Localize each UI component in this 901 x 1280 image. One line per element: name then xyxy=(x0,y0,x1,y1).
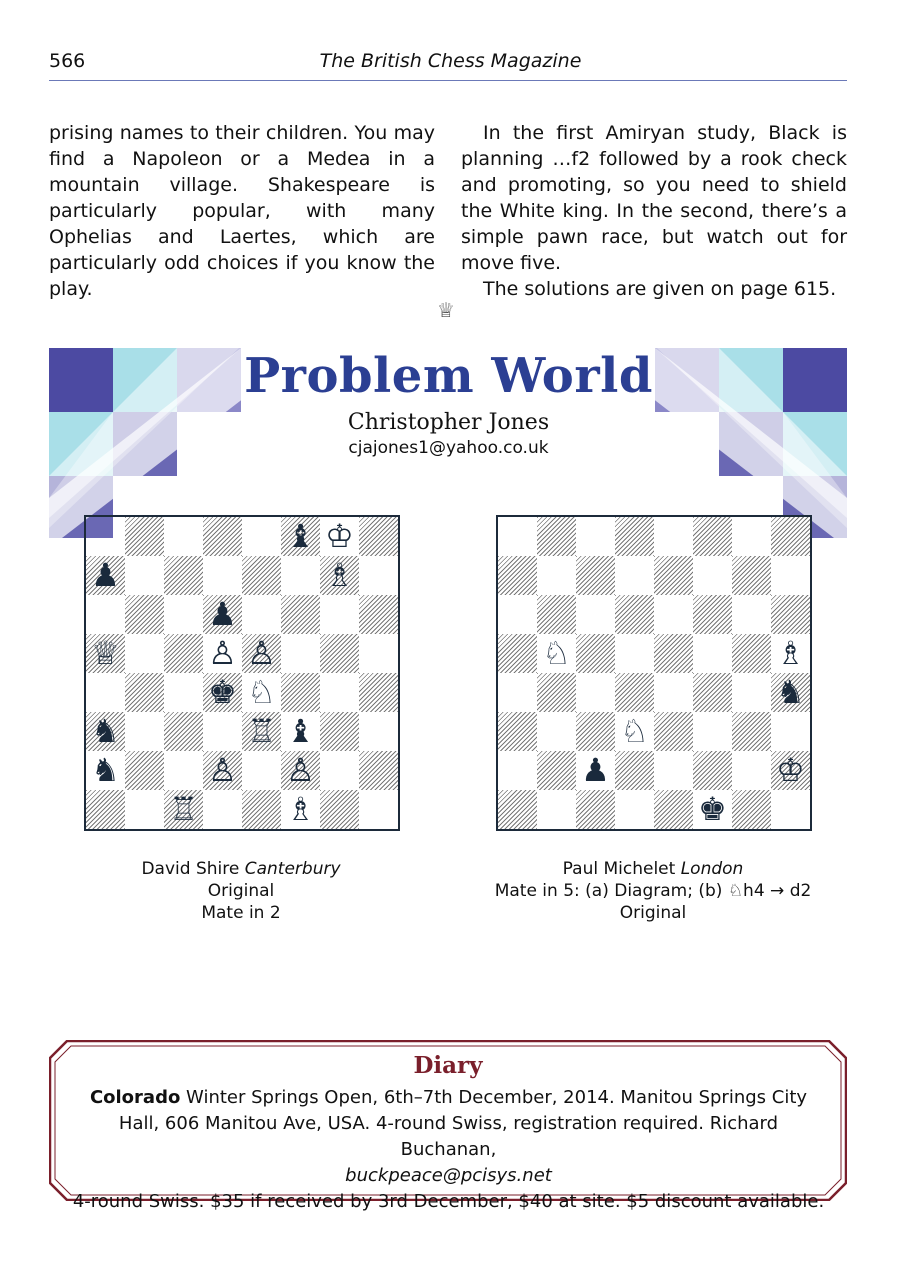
diary-title: Diary xyxy=(413,1052,483,1079)
board-square xyxy=(771,712,810,751)
board-square xyxy=(281,556,320,595)
board-square xyxy=(732,634,771,673)
board-square xyxy=(615,751,654,790)
diary-details: 4-round Swiss. $35 if received by 3rd December, $40 at site. $5 discount available. xyxy=(72,1191,825,1212)
board-square xyxy=(732,595,771,634)
white-pawn-icon: ♙ xyxy=(208,751,237,789)
board-square xyxy=(359,517,398,556)
black-pawn-icon: ♟ xyxy=(581,751,610,789)
board-square xyxy=(615,673,654,712)
board-square xyxy=(693,556,732,595)
board-square xyxy=(537,595,576,634)
board-square xyxy=(359,595,398,634)
board-square xyxy=(125,712,164,751)
board-square xyxy=(86,595,125,634)
white-knight-icon: ♘ xyxy=(542,634,571,672)
board-square xyxy=(771,595,810,634)
board-square xyxy=(498,712,537,751)
header-rule xyxy=(49,80,847,81)
board-square xyxy=(693,634,732,673)
board-square xyxy=(125,634,164,673)
board-square xyxy=(164,634,203,673)
board-square xyxy=(164,751,203,790)
white-pawn-icon: ♙ xyxy=(247,634,276,672)
caption-line-2: Original xyxy=(207,881,275,901)
black-knight-icon: ♞ xyxy=(91,712,120,750)
board-square xyxy=(498,517,537,556)
board-square xyxy=(164,673,203,712)
board-square xyxy=(125,751,164,790)
board-square xyxy=(537,751,576,790)
board-square xyxy=(281,673,320,712)
board-square xyxy=(86,790,125,829)
black-pawn-icon: ♟ xyxy=(91,556,120,594)
black-pawn-icon: ♟ xyxy=(208,595,237,633)
board-square xyxy=(86,673,125,712)
board-square xyxy=(576,556,615,595)
chess-diagram-left xyxy=(84,515,400,831)
board-square xyxy=(498,634,537,673)
board-square xyxy=(359,556,398,595)
board-square xyxy=(537,712,576,751)
board-square xyxy=(164,712,203,751)
crown-icon: ♕ xyxy=(437,298,455,322)
black-bishop-icon: ♝ xyxy=(286,712,315,750)
chess-diagram-right xyxy=(496,515,812,831)
board-square xyxy=(359,673,398,712)
board-square xyxy=(86,517,125,556)
diary-event-text: Winter Springs Open, 6th–7th December, 2014. Manitou Springs City Hall, 606 Manitou Ave, USA. 4-round Swiss, registration required. Richard Buchanan, xyxy=(118,1087,808,1160)
magazine-title: The British Chess Magazine xyxy=(319,50,582,72)
board-square xyxy=(771,517,810,556)
board-square xyxy=(732,751,771,790)
board-square xyxy=(281,634,320,673)
board-square xyxy=(654,751,693,790)
board-square xyxy=(654,634,693,673)
caption-line-3: Mate in 2 xyxy=(201,903,281,923)
caption-line-3: Original xyxy=(619,903,687,923)
board-square xyxy=(125,673,164,712)
black-bishop-icon: ♝ xyxy=(286,517,315,555)
composer-name: David Shire xyxy=(141,859,240,879)
board-square xyxy=(203,517,242,556)
board-square xyxy=(576,634,615,673)
composer-location: London xyxy=(680,859,744,879)
board-square xyxy=(537,673,576,712)
board-square xyxy=(359,712,398,751)
board-square xyxy=(498,751,537,790)
white-knight-icon: ♘ xyxy=(620,712,649,750)
right-paragraph-1: In the first Amiryan study, Black is planning …f2 followed by a rook check and promoting, so you need to shield the White king. In the second, there’s a simple pawn race, but watch out for move five. xyxy=(461,122,847,274)
board-square xyxy=(693,595,732,634)
white-pawn-icon: ♙ xyxy=(208,634,237,672)
board-square xyxy=(498,595,537,634)
board-square xyxy=(771,556,810,595)
board-square xyxy=(320,751,359,790)
white-king-icon: ♔ xyxy=(776,751,805,789)
board-square xyxy=(320,634,359,673)
board-square xyxy=(359,634,398,673)
board-square xyxy=(732,673,771,712)
board-square xyxy=(498,556,537,595)
board-square xyxy=(164,595,203,634)
board-square xyxy=(732,712,771,751)
board-square xyxy=(242,556,281,595)
board-square xyxy=(320,595,359,634)
composer-name: Paul Michelet xyxy=(562,859,676,879)
caption-left xyxy=(41,858,441,924)
board-square xyxy=(125,790,164,829)
board-square xyxy=(203,556,242,595)
composer-location: Canterbury xyxy=(244,859,341,879)
author-email: cjajones1@yahoo.co.uk xyxy=(348,438,549,458)
board-square xyxy=(576,595,615,634)
board-square xyxy=(732,517,771,556)
diary-email: buckpeace@pcisys.net xyxy=(345,1165,552,1186)
board-square xyxy=(654,790,693,829)
board-square xyxy=(576,712,615,751)
board-square xyxy=(537,790,576,829)
board-square xyxy=(693,673,732,712)
board-square xyxy=(615,517,654,556)
board-square xyxy=(537,517,576,556)
section-author: Christopher Jones xyxy=(347,410,550,435)
left-paragraph: prising names to their children. You may find a Napoleon or a Medea in a mountain village. Shakespeare is particularly popular, with many Ophelias and Laertes, which are particularly odd choices if you know the play. xyxy=(49,122,435,300)
white-knight-icon: ♘ xyxy=(247,673,276,711)
board-square xyxy=(242,790,281,829)
black-knight-icon: ♞ xyxy=(91,751,120,789)
white-king-icon: ♔ xyxy=(325,517,354,555)
right-paragraph-2: The solutions are given on page 615. xyxy=(483,278,837,300)
white-bishop-icon: ♗ xyxy=(286,790,315,828)
board-square xyxy=(537,556,576,595)
board-square xyxy=(359,751,398,790)
white-bishop-icon: ♗ xyxy=(325,556,354,594)
caption-line-2: Mate in 5: (a) Diagram; (b) ♘h4 → d2 xyxy=(494,881,812,901)
board-square xyxy=(359,790,398,829)
board-square xyxy=(242,517,281,556)
board-square xyxy=(576,673,615,712)
board-square xyxy=(732,790,771,829)
board-square xyxy=(693,712,732,751)
board-square xyxy=(654,595,693,634)
caption-right xyxy=(453,858,853,924)
black-king-icon: ♚ xyxy=(698,790,727,828)
board-square xyxy=(654,712,693,751)
board-square xyxy=(125,556,164,595)
board-square xyxy=(576,790,615,829)
section-title: Problem World xyxy=(244,348,653,404)
board-square xyxy=(732,556,771,595)
diary-event-name: Colorado xyxy=(89,1087,181,1108)
board-square xyxy=(498,673,537,712)
board-square xyxy=(164,556,203,595)
board-square xyxy=(164,517,203,556)
board-square xyxy=(125,595,164,634)
board-square xyxy=(654,556,693,595)
board-square xyxy=(693,517,732,556)
board-square xyxy=(281,595,320,634)
board-square xyxy=(615,556,654,595)
white-rook-icon: ♖ xyxy=(169,790,198,828)
board-square xyxy=(203,712,242,751)
board-square xyxy=(125,517,164,556)
board-square xyxy=(320,673,359,712)
white-bishop-icon: ♗ xyxy=(776,634,805,672)
board-square xyxy=(771,790,810,829)
left-column xyxy=(49,120,435,302)
board-square xyxy=(242,595,281,634)
right-column xyxy=(461,120,847,302)
board-square xyxy=(498,790,537,829)
board-square xyxy=(242,751,281,790)
board-square xyxy=(203,790,242,829)
white-queen-icon: ♕ xyxy=(91,634,120,672)
board-square xyxy=(615,595,654,634)
board-square xyxy=(320,712,359,751)
black-king-icon: ♚ xyxy=(208,673,237,711)
white-pawn-icon: ♙ xyxy=(286,751,315,789)
board-square xyxy=(654,517,693,556)
board-square xyxy=(693,751,732,790)
board-square xyxy=(320,790,359,829)
board-square xyxy=(615,634,654,673)
black-knight-icon: ♞ xyxy=(776,673,805,711)
board-square xyxy=(615,790,654,829)
page-number: 566 xyxy=(49,50,86,72)
white-rook-icon: ♖ xyxy=(247,712,276,750)
board-square xyxy=(654,673,693,712)
board-square xyxy=(576,517,615,556)
diary-entry xyxy=(70,1085,827,1215)
